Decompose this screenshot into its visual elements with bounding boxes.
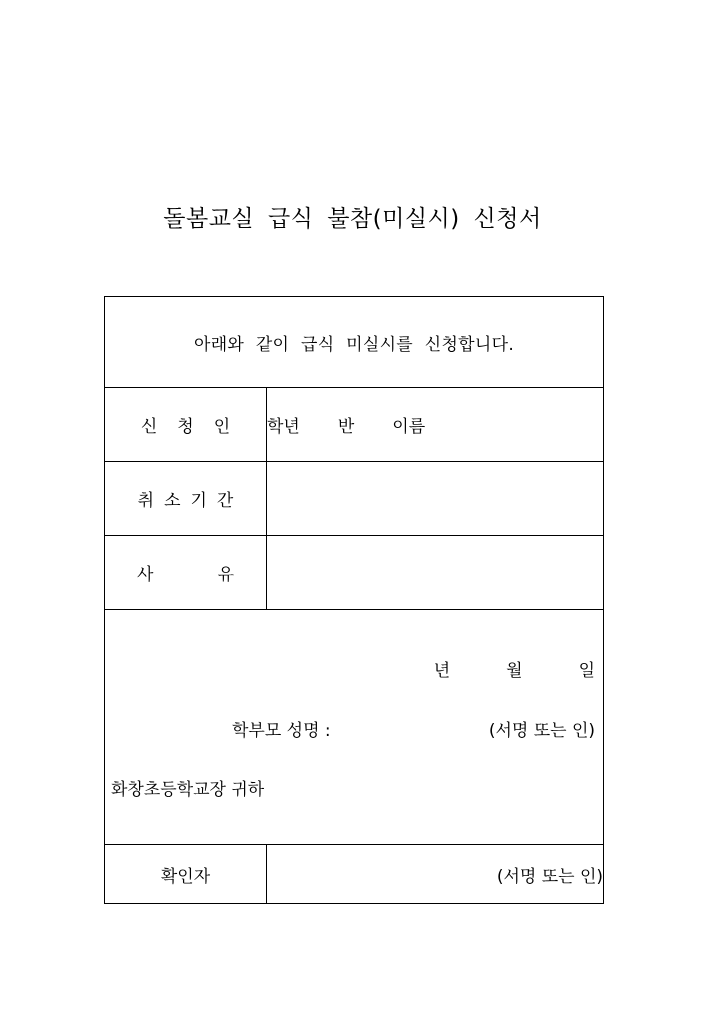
period-label-cell xyxy=(105,462,267,536)
parent-name-label: 학부모 성명 : xyxy=(232,721,331,741)
year-label: 년 xyxy=(433,661,451,681)
intro-text: 아래와 같이 급식 미실시를 신청합니다. xyxy=(193,334,515,355)
confirm-label: 확인자 xyxy=(105,845,267,904)
reason-value-cell[interactable] xyxy=(267,536,604,610)
confirm-row xyxy=(105,845,604,904)
reason-row xyxy=(105,536,604,610)
date-line xyxy=(434,656,595,681)
reason-label-left: 사 xyxy=(137,565,154,585)
reason-label-cell xyxy=(105,536,267,610)
intro-cell xyxy=(105,297,604,388)
document-title: 돌봄교실 급식 불참(미실시) 신청서 xyxy=(163,206,542,232)
parent-signature-line xyxy=(232,716,595,741)
period-label: 취소기간 xyxy=(137,491,244,511)
applicant-label-cell xyxy=(105,388,267,462)
confirm-sign-cell[interactable] xyxy=(267,845,604,904)
intro-row xyxy=(105,297,604,388)
applicant-value-cell[interactable] xyxy=(267,388,604,462)
signature-cell xyxy=(105,610,604,845)
application-form-table xyxy=(104,296,604,904)
month-label: 월 xyxy=(506,661,523,681)
signature-row xyxy=(105,610,604,845)
applicant-row xyxy=(105,388,604,462)
confirm-sign-label: (서명 또는 인) xyxy=(496,866,604,887)
addressee-line: 화창초등학교장 귀하 xyxy=(111,780,265,800)
period-row xyxy=(105,462,604,536)
applicant-label: 신청인 xyxy=(140,417,251,437)
period-value-cell[interactable] xyxy=(267,462,604,536)
grade-label: 학년 xyxy=(267,417,300,437)
day-label: 일 xyxy=(578,661,596,681)
name-label: 이름 xyxy=(392,417,426,437)
class-label: 반 xyxy=(337,417,355,437)
reason-label-right: 유 xyxy=(217,565,234,585)
parent-sign-label: (서명 또는 인) xyxy=(488,721,596,741)
